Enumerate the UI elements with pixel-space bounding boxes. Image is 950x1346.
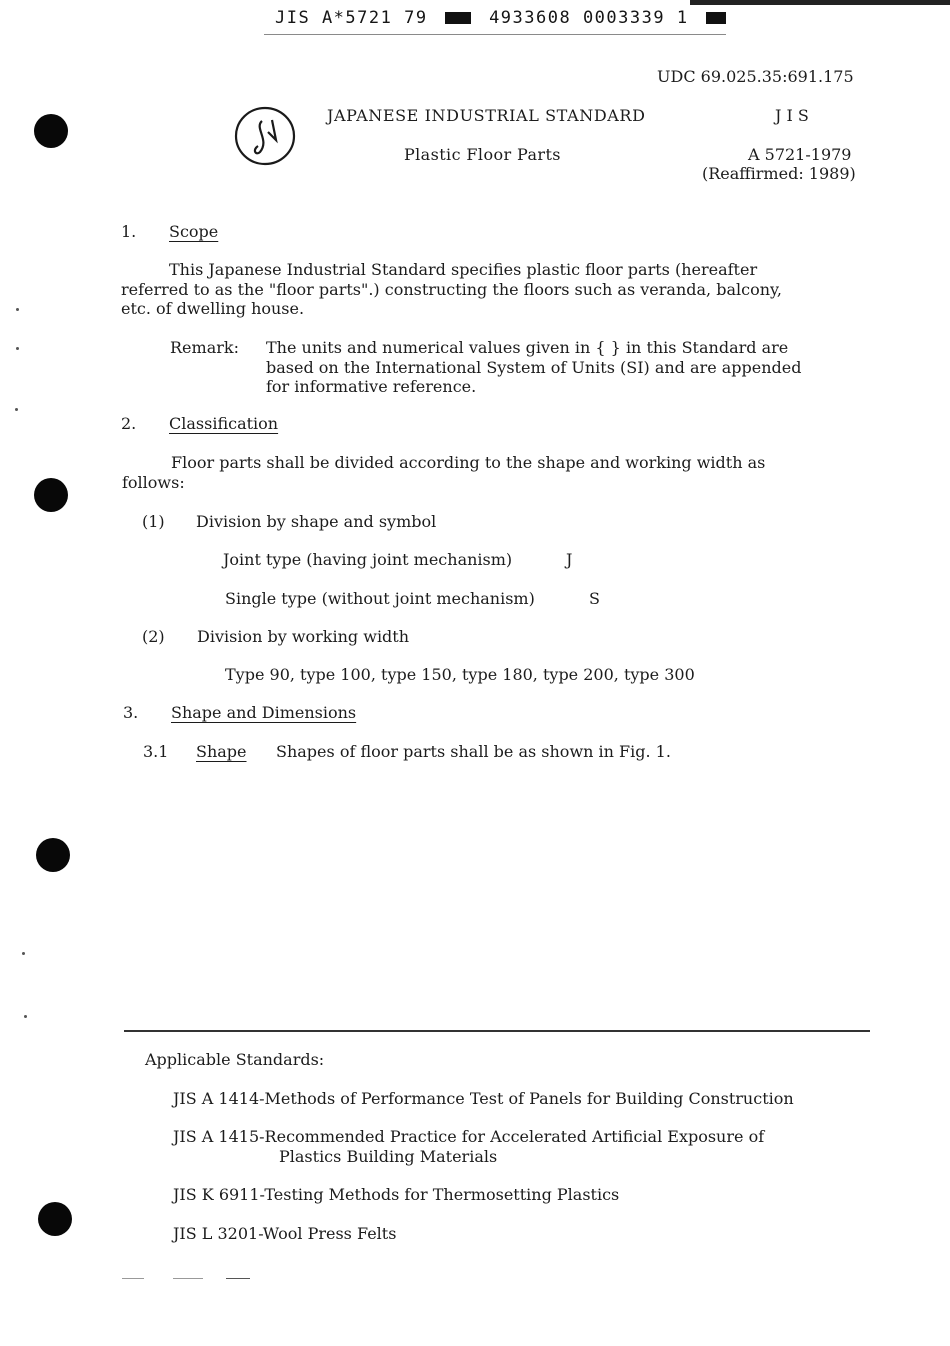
punch-hole — [34, 114, 68, 148]
list-item-text: Division by shape and symbol — [196, 512, 437, 531]
remark-text: The units and numerical values given in { } in this Standard are based on the International System of Units (SI) and are appended for informative reference. — [266, 338, 802, 396]
applicable-standard-item: JIS A 1415-Recommended Practice for Accelerated Artificial Exposure of Plastics Building Materials — [173, 1127, 765, 1166]
scan-dash — [122, 1278, 144, 1279]
scan-header-underline — [264, 34, 726, 35]
list-item-text: Division by working width — [197, 627, 410, 646]
single-type-symbol: S — [589, 589, 600, 608]
scan-speck — [22, 952, 25, 955]
subsection-title-shape: Shape — [196, 742, 247, 761]
scan-dash — [173, 1278, 203, 1279]
subsection-text: Shapes of floor parts shall be as shown in Fig. 1. — [276, 742, 671, 761]
applicable-standard-item: JIS K 6911-Testing Methods for Thermosetting Plastics — [173, 1185, 620, 1204]
standard-name: JAPANESE INDUSTRIAL STANDARD — [327, 106, 646, 125]
scan-block-mark — [706, 12, 726, 24]
list-item-number: (2) — [142, 627, 165, 646]
jis-label: J I S — [775, 106, 809, 125]
applicable-standards-heading: Applicable Standards: — [145, 1050, 325, 1069]
udc-code: UDC 69.025.35:691.175 — [657, 67, 854, 86]
scan-speck — [15, 408, 18, 411]
scan-top-edge-line — [690, 0, 950, 5]
punch-hole — [38, 1202, 72, 1236]
list-item-number: (1) — [142, 512, 165, 531]
document-title: Plastic Floor Parts — [404, 145, 561, 164]
section-number: 2. — [121, 414, 137, 433]
joint-type-text: Joint type (having joint mechanism) — [223, 550, 513, 569]
standard-number: A 5721-1979 — [748, 145, 852, 164]
joint-type-symbol: J — [566, 550, 573, 569]
remark-label: Remark: — [170, 338, 239, 357]
footnote-rule — [124, 1030, 870, 1032]
section-number: 3. — [123, 703, 139, 722]
section-title-shape-dimensions: Shape and Dimensions — [171, 703, 357, 722]
punch-hole — [36, 838, 70, 872]
jis-logo — [232, 104, 298, 172]
working-width-types: Type 90, type 100, type 150, type 180, type 200, type 300 — [225, 665, 695, 684]
scan-header-line: JIS A*5721 79 4933608 0003339 1 — [275, 8, 726, 28]
scan-block-mark — [445, 12, 471, 24]
scan-speck — [24, 1015, 27, 1018]
scan-speck — [16, 347, 19, 350]
section-number: 1. — [121, 222, 137, 241]
classification-paragraph: Floor parts shall be divided according to the shape and working width as follows: — [122, 453, 766, 492]
section-title-classification: Classification — [169, 414, 279, 433]
applicable-standard-item: JIS A 1414-Methods of Performance Test of Panels for Building Construction — [173, 1089, 794, 1108]
scan-speck — [16, 308, 19, 311]
scan-dash — [226, 1278, 250, 1279]
single-type-text: Single type (without joint mechanism) — [225, 589, 535, 608]
applicable-standard-item: JIS L 3201-Wool Press Felts — [173, 1224, 397, 1243]
scope-paragraph: This Japanese Industrial Standard specifies plastic floor parts (hereafter referred to as the "floor parts".) constructing the floors such as veranda, balcony, etc. of dwelling house. — [121, 260, 783, 318]
section-title-scope: Scope — [169, 222, 219, 241]
subsection-number: 3.1 — [143, 742, 169, 761]
punch-hole — [34, 478, 68, 512]
reaffirmed-date: (Reaffirmed: 1989) — [702, 164, 856, 183]
